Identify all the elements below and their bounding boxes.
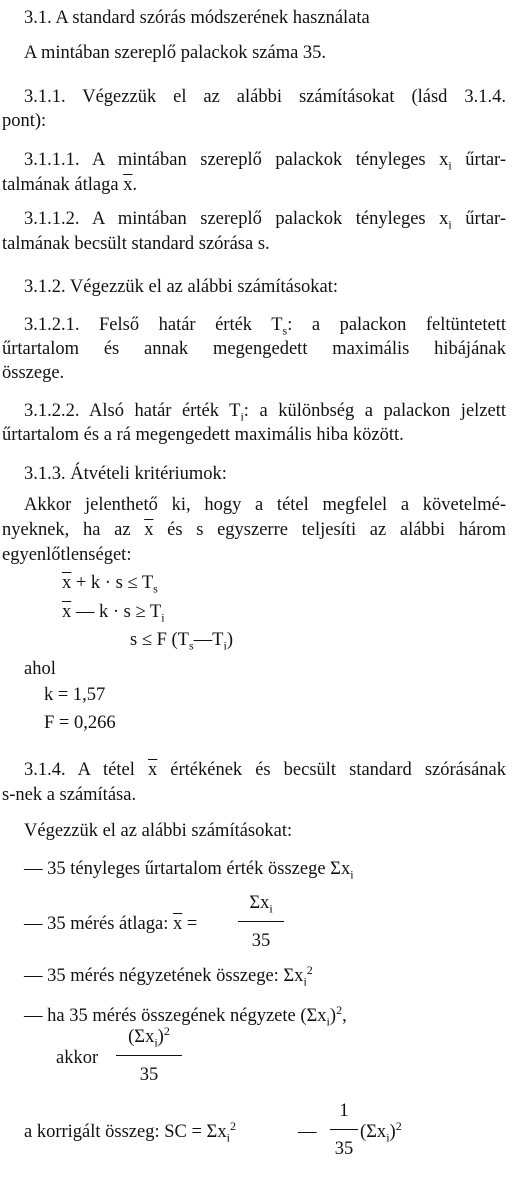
sc-fraction-bar <box>330 1129 358 1130</box>
section-3-1-1-2-line2: talmának becsült standard szórása s. <box>2 234 270 254</box>
akkor-fraction-numerator: $(\Sigma x_i)^2$ <box>128 1023 170 1050</box>
calc-intro: Végezzük el az alábbi számításokat: <box>24 821 293 841</box>
akkor-label: akkor <box>56 1048 99 1068</box>
inequality-2: $\overline{x}$ — $k \cdot s \ge T_i$ <box>62 602 165 625</box>
mean-fraction-bar <box>238 921 284 922</box>
inequality-3: s ≤ F $(T_s—T_i)$ <box>130 630 233 653</box>
sc-minus: — <box>298 1122 317 1142</box>
section-3-1-1-1-line1: 3.1.1.1. A mintában szereplő palackok tényleges $x_i$ űrtar- <box>24 150 506 173</box>
section-3-1-4-line2: s-nek a számítása. <box>2 785 137 805</box>
bullet-square-of-sum: — ha 35 mérés összegének négyzete $(\Sigma x_i)^2$, <box>24 1002 347 1029</box>
section-3-1-3-line1: Akkor jelenthető ki, hogy a tétel megfelel a követelmé- <box>24 495 506 515</box>
akkor-fraction-denominator: 35 <box>139 1065 159 1085</box>
sc-formula-right: $(\Sigma x_i)^2$ <box>360 1118 402 1145</box>
sc-fraction-numerator: 1 <box>339 1101 349 1121</box>
section-3-1-2-1-line2: űrtartalom és annak megengedett maximális hibájának <box>2 339 506 359</box>
section-3-1-2-heading: 3.1.2. Végezzük el az alábbi számításokat: <box>24 277 339 297</box>
section-3-1-4-line1: 3.1.4. A tétel $\overline{x}$ értékének és becsült standard szórásának <box>24 760 506 780</box>
bullet-sum: — 35 tényleges űrtartalom érték összege $\Sigma x_i$ <box>24 859 354 882</box>
section-3-1-3-line3: egyenlőtlenséget: <box>2 545 132 565</box>
bullet-sum-of-squares: — 35 mérés négyzetének összege: $\Sigma x_i^2$ <box>24 962 313 989</box>
mean-fraction-denominator: 35 <box>251 931 271 951</box>
section-3-1-2-1-line1: 3.1.2.1. Felső határ érték $T_s$: a palackon feltüntetett <box>24 315 506 338</box>
section-3-1-1-1-line2: talmának átlaga $\overline{x}$. <box>2 175 138 195</box>
bullet-mean: — 35 mérés átlaga: $\overline{x}$ = <box>24 914 198 934</box>
section-3-1-2-1-line3: összege. <box>2 363 65 383</box>
section-3-1-1-line2: pont): <box>2 111 47 131</box>
section-3-1-1-line1: 3.1.1. Végezzük el az alábbi számításokat (lásd 3.1.4. <box>24 87 506 107</box>
sc-formula-left: a korrigált összeg: SC = $\Sigma x_i^2$ <box>24 1118 236 1145</box>
section-3-1-3-heading: 3.1.3. Átvételi kritériumok: <box>24 464 227 484</box>
section-3-1-2-2-line2: űrtartalom és a rá megengedett maximális hiba között. <box>2 425 404 445</box>
section-3-1-1-2-line1: 3.1.1.2. A mintában szereplő palackok tényleges $x_i$ űrtar- <box>24 209 506 232</box>
ahol-label: ahol <box>24 659 56 679</box>
f-constant: F = 0,266 <box>44 713 116 733</box>
k-constant: k = 1,57 <box>44 685 106 705</box>
section-3-1-heading: 3.1. A standard szórás módszerének használata <box>24 8 370 28</box>
sample-count-text: A mintában szereplő palackok száma 35. <box>24 43 327 63</box>
inequality-1: $\overline{x} + k \cdot s \le T_s$ <box>62 573 158 596</box>
section-3-1-3-line2: nyeknek, ha az $\overline{x}$ és s egyszerre teljesíti az alábbi három <box>2 520 506 540</box>
sc-fraction-denominator: 35 <box>334 1139 354 1159</box>
akkor-fraction-bar <box>116 1055 182 1056</box>
section-3-1-2-2-line1: 3.1.2.2. Alsó határ érték $T_i$: a különbség a palackon jelzett <box>24 401 506 424</box>
mean-fraction-numerator: $\Sigma x_i$ <box>249 893 273 916</box>
